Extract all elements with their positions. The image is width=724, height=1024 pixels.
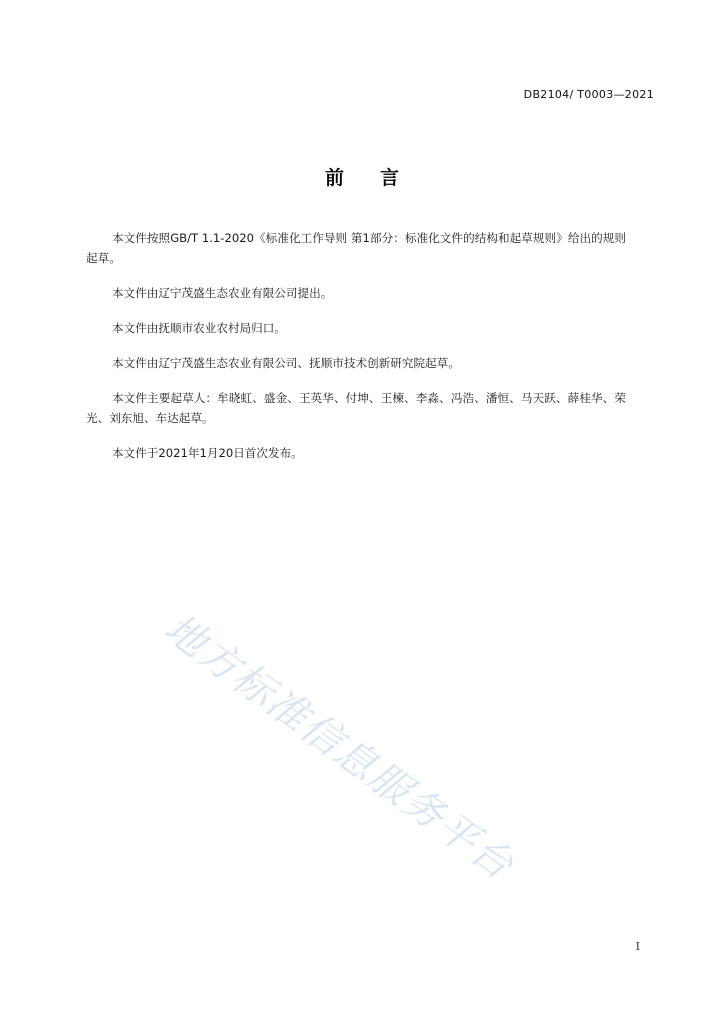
page-title xyxy=(0,163,724,190)
document-code: DB2104/ T0003—2021 xyxy=(523,88,654,101)
paragraph-drafting-rules: 本文件按照GB/T 1.1-2020《标准化工作导则 第1部分：标准化文件的结构和起草规则》给出的规则起草。 xyxy=(86,231,626,265)
watermark: 地方标准信息服务平台 xyxy=(155,605,523,890)
title-char-2: 言 xyxy=(380,167,400,189)
title-char-1: 前 xyxy=(324,167,344,189)
page-number: I xyxy=(635,940,640,953)
paragraph-centralized-by: 本文件由抚顺市农业农村局归口。 xyxy=(112,321,286,335)
paragraph-drafted-by: 本文件由辽宁茂盛生态农业有限公司、抚顺市技术创新研究院起草。 xyxy=(112,356,460,370)
foreword-body xyxy=(86,228,626,478)
paragraph-first-published: 本文件于2021年1月20日首次发布。 xyxy=(112,446,303,460)
paragraph-proposed-by: 本文件由辽宁茂盛生态农业有限公司提出。 xyxy=(112,286,333,300)
paragraph-main-drafters: 本文件主要起草人：牟晓虹、盛金、王英华、付坤、王楝、李淼、冯浩、潘恒、马天跃、薛桂华、荣光、刘东旭、车达起草。 xyxy=(86,391,626,425)
